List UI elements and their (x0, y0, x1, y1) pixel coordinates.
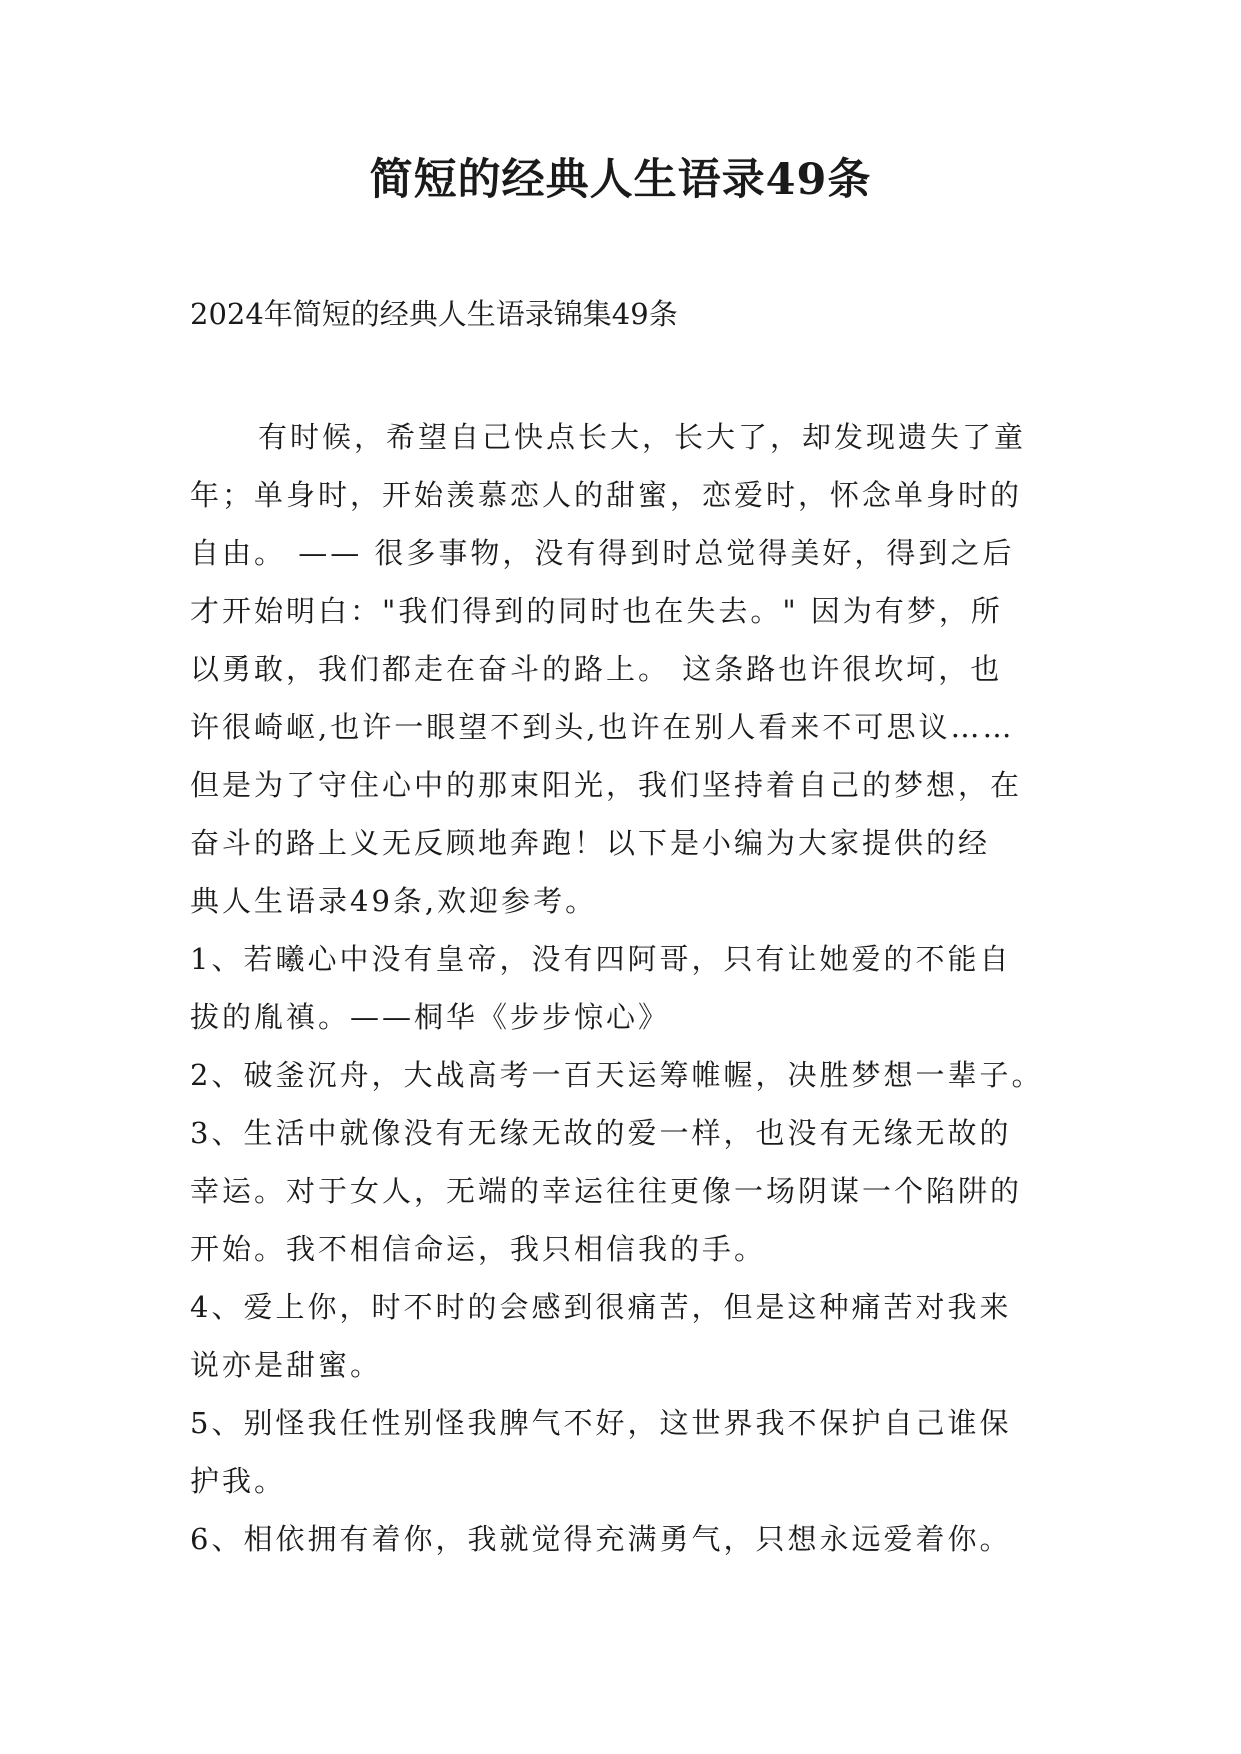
quote-item: 5、别怪我任性别怪我脾气不好，这世界我不保护自己谁保 (190, 1406, 1012, 1440)
paragraph-line: 有时候，希望自己快点长大，长大了，却发现遗失了童 (258, 420, 1027, 454)
quote-item: 1、若曦心中没有皇帝，没有四阿哥，只有让她爱的不能自 (190, 942, 1012, 976)
quote-item-continuation: 拔的胤禛。——桐华《步步惊心》 (190, 1000, 671, 1034)
paragraph-line: 年；单身时，开始羡慕恋人的甜蜜，恋爱时，怀念单身时的 (190, 478, 1023, 512)
paragraph-line: 以勇敢，我们都走在奋斗的路上。 这条路也许很坎坷，也 (190, 652, 1003, 686)
paragraph-line: 但是为了守住心中的那束阳光，我们坚持着自己的梦想，在 (190, 768, 1023, 802)
quote-item: 2、破釜沉舟，大战高考一百天运筹帷幄，决胜梦想一辈子。 (190, 1058, 1044, 1092)
quote-item: 3、生活中就像没有无缘无故的爱一样，也没有无缘无故的 (190, 1116, 1012, 1150)
document-body (190, 408, 1060, 1568)
paragraph-line: 奋斗的路上义无反顾地奔跑！以下是小编为大家提供的经 (190, 826, 991, 860)
quote-item-continuation: 说亦是甜蜜。 (190, 1348, 383, 1382)
paragraph-line: 自由。 —— 很多事物，没有得到时总觉得美好，得到之后 (190, 536, 1015, 570)
quote-item-continuation: 护我。 (190, 1464, 287, 1498)
quote-item-continuation: 开始。我不相信命运，我只相信我的手。 (190, 1232, 767, 1266)
paragraph-line: 才开始明白："我们得到的同时也在失去。" 因为有梦，所 (190, 594, 1003, 628)
quote-item-continuation: 幸运。对于女人，无端的幸运往往更像一场阴谋一个陷阱的 (190, 1174, 1023, 1208)
document-subtitle: 2024年简短的经典人生语录锦集49条 (190, 297, 678, 331)
quote-item: 4、爱上你，时不时的会感到很痛苦，但是这种痛苦对我来 (190, 1290, 1012, 1324)
quote-item: 6、相依拥有着你，我就觉得充满勇气，只想永远爱着你。 (190, 1522, 1012, 1556)
paragraph-line: 典人生语录49条,欢迎参考。 (190, 884, 598, 918)
paragraph-line: 许很崎岖,也许一眼望不到头,也许在别人看来不可思议…… (190, 710, 1015, 744)
page-title: 简短的经典人生语录49条 (369, 155, 872, 205)
